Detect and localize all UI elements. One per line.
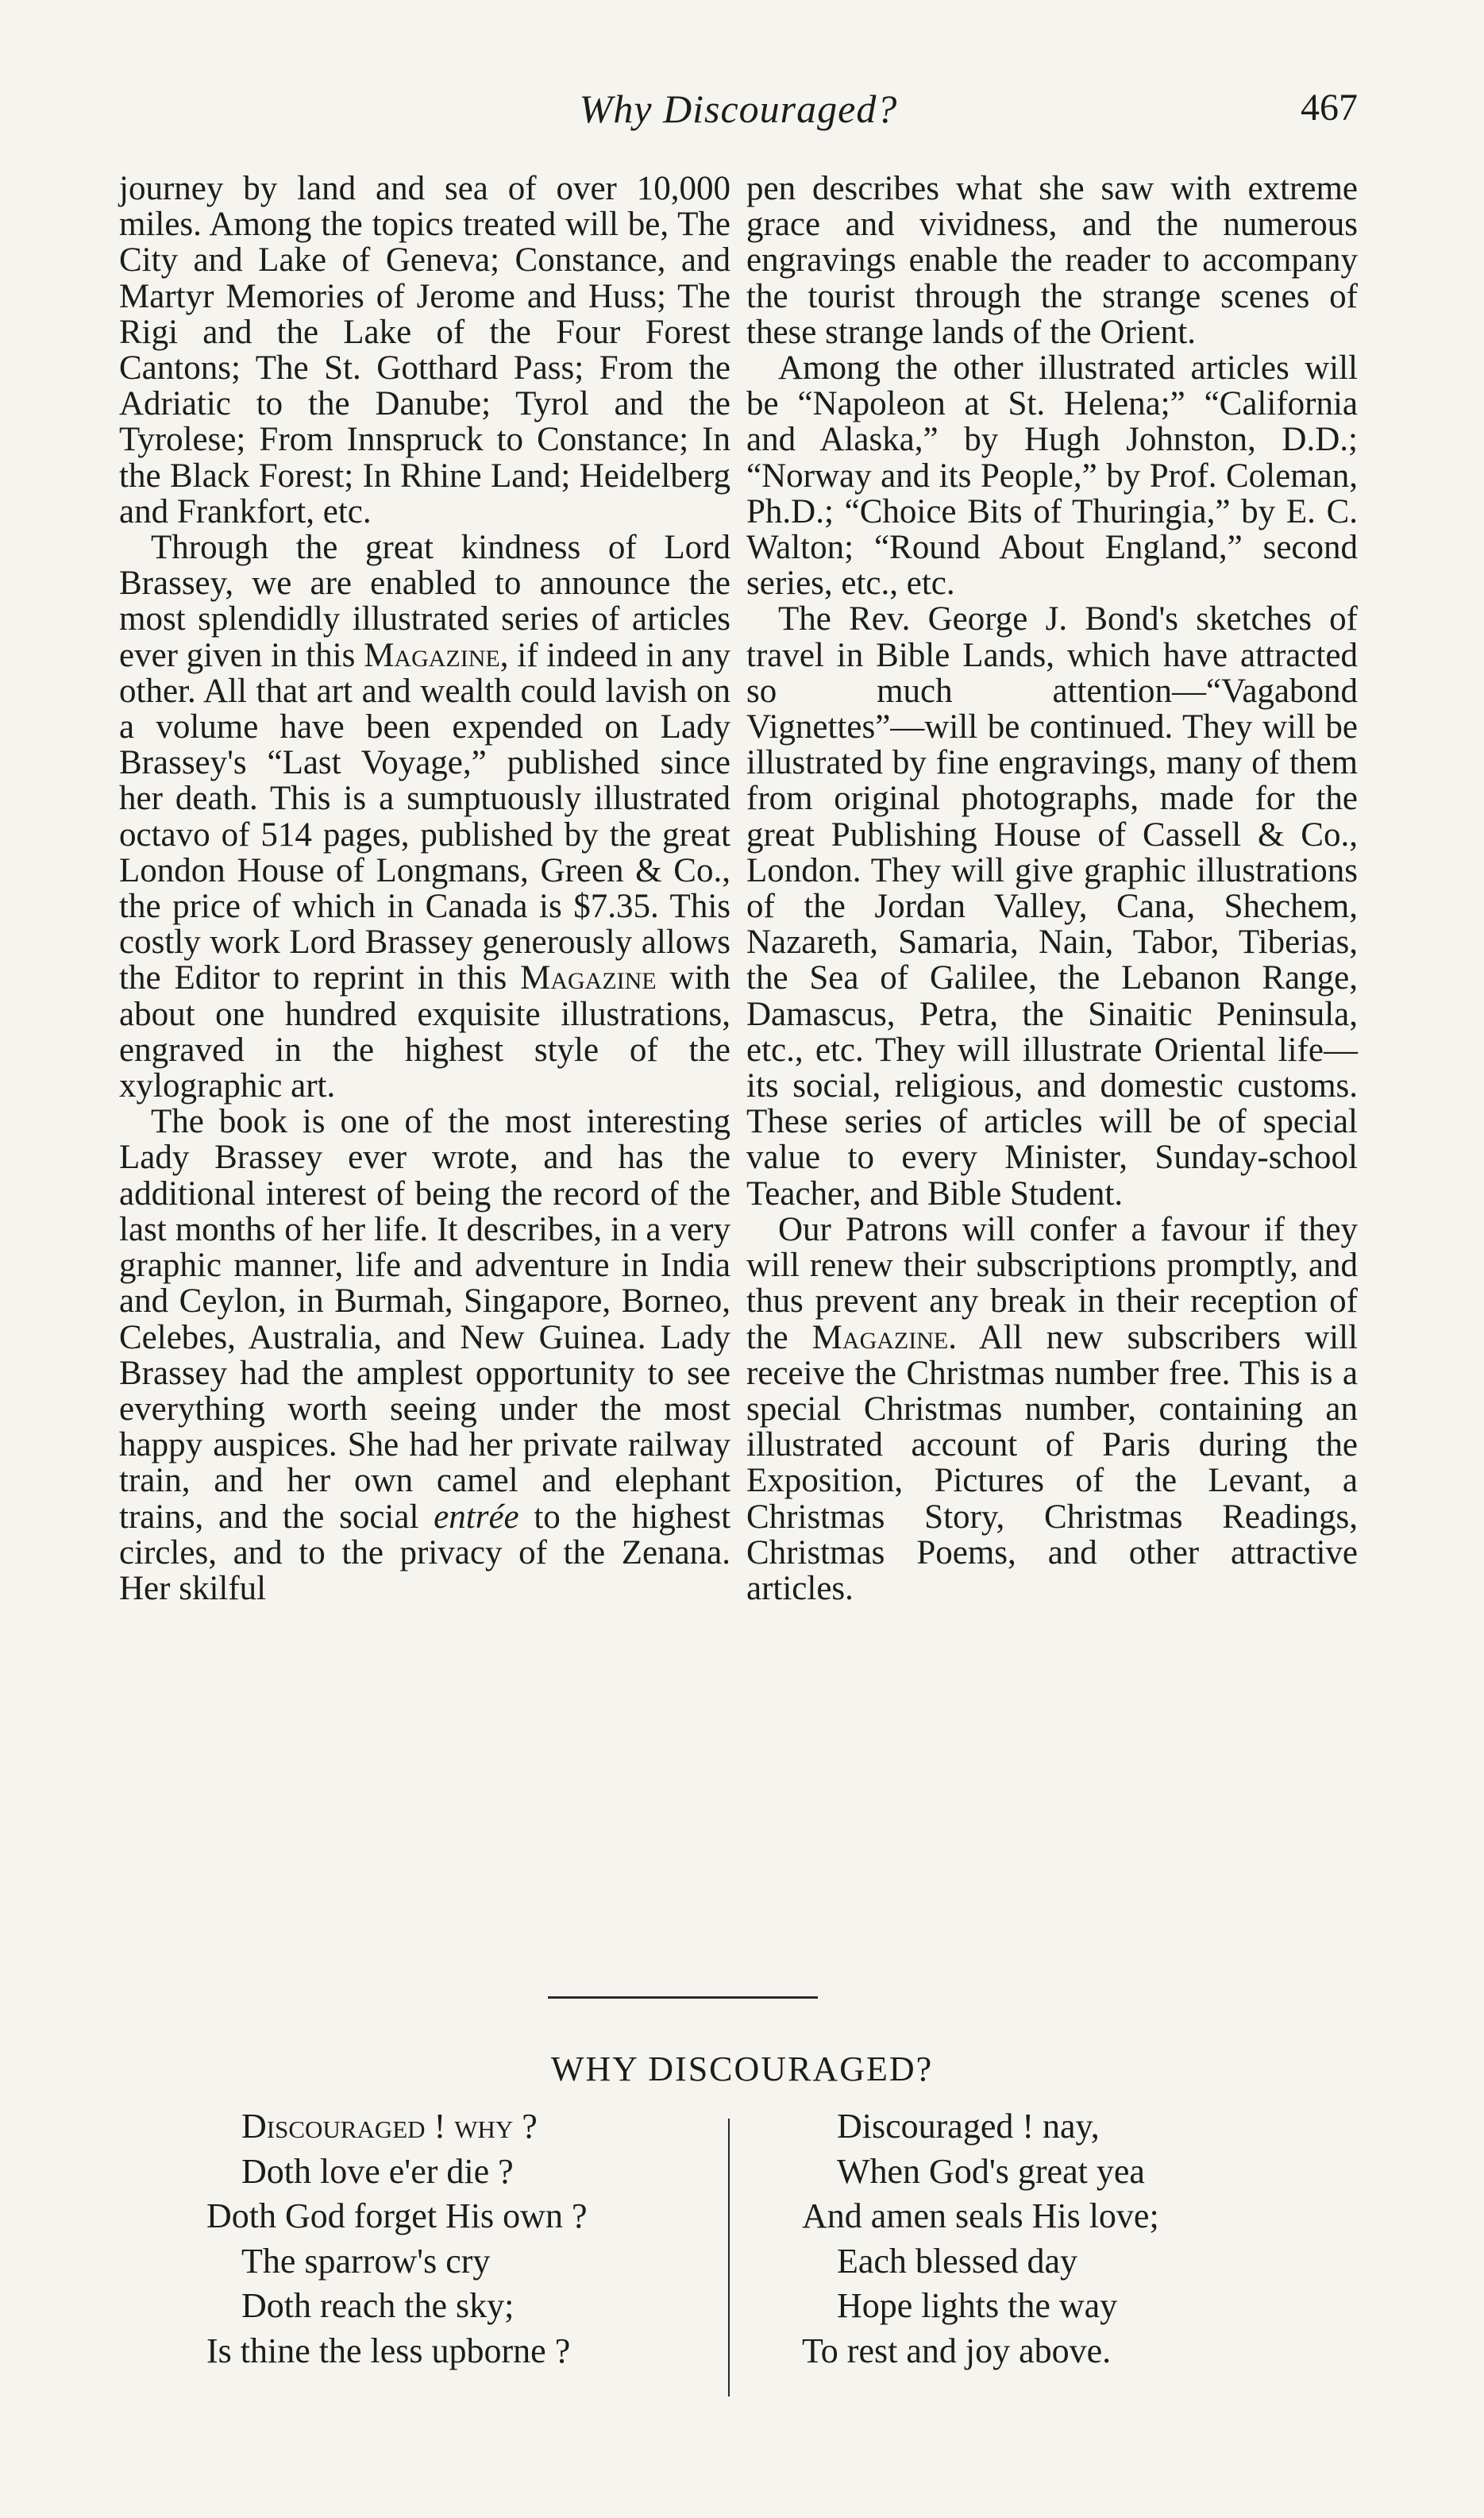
- poem-line: Discouraged ! nay,: [837, 2107, 1100, 2146]
- running-title: Why Discouraged?: [579, 87, 898, 131]
- right-paragraph-2: Among the other illustrated articles will be “Napoleon at St. Helena;” “California and Alaska,” by Hugh Johnston, D.D.; “Norway and its People,” by Prof. Coleman, Ph.D.; “Choice Bits of Thuringia,” by E. C. Walton; “Round About England,” second series, etc., etc.: [746, 349, 1358, 603]
- left-paragraph-3: [119, 1104, 730, 1606]
- right-paragraph-4-text-a: Our Patrons will confer a favour if they will renew their subscriptions promptly, and thus prevent any break in their reception of the: [746, 1210, 1358, 1356]
- poem-line: Doth God forget His own ?: [206, 2196, 588, 2235]
- running-head: [119, 86, 1358, 141]
- left-column: [119, 171, 730, 1606]
- entree-word: entrée: [434, 1498, 519, 1536]
- left-paragraph-3-text-b: to the highest circles, and to the privacy of the Zenana. Her skilful: [119, 1498, 731, 1607]
- right-column: [746, 171, 1358, 1606]
- poem-right-stanza: [802, 2104, 1278, 2373]
- poem-line: Doth love e'er die ?: [241, 2151, 514, 2191]
- right-paragraph-3: The Rev. George J. Bond's sketches of travel in Bible Lands, which have attracted so much attention—“Vagabond Vignettes”—will be continued. They will be illustrated by fine engravings, many of them from original photographs, made for the great Publishing House of Cassell & Co., London. They will give graphic illustrations of the Jordan Valley, Cana, Shechem, Nazareth, Samaria, Nain, Tabor, Tiberias, the Sea of Galilee, the Lebanon Range, Damascus, Petra, the Sinaitic Peninsula, etc., etc. They will illustrate Oriental life—its social, religious, and domestic customs. These series of articles will be of special value to every Minister, Sunday-school Teacher, and Bible Student.: [746, 600, 1358, 1213]
- left-paragraph-3-text-a: The book is one of the most interesting Lady Brassey ever wrote, and has the additional interest of being the record of the last months of her life. It describes, in a very graphic manner, life and adventure in India and Ceylon, in Burmah, Singapore, Borneo, Celebes, Australia, and New Guinea. Lady Brassey had the amplest opportunity to see everything worth seeing under the most happy auspices. She had her private railway train, and her own camel and elephant trains, and the social: [119, 1103, 730, 1536]
- magazine-name: Magazine: [364, 636, 500, 674]
- poem-title: WHY DISCOURAGED?: [550, 2049, 934, 2088]
- left-paragraph-1: journey by land and sea of over 10,000 miles. Among the topics treated will be, The City and Lake of Geneva; Constance, and Martyr Memories of Jerome and Huss; The Rigi and the Lake of the Four Forest Cantons; The St. Gotthard Pass; From the Adriatic to the Danube; Tyrol and the Tyrolese; From Innspruck to Constance; In the Black Forest; In Rhine Land; Heidelberg and Frankfort, etc.: [119, 170, 730, 530]
- right-paragraph-4: [746, 1212, 1358, 1606]
- poem-line: The sparrow's cry: [241, 2241, 491, 2281]
- poem-line: Each blessed day: [837, 2241, 1077, 2281]
- poem-line: To rest and joy above.: [802, 2331, 1112, 2370]
- poem-line: When God's great yea: [837, 2151, 1145, 2191]
- poem-line: Is thine the less upborne ?: [206, 2331, 571, 2370]
- right-paragraph-1: pen describes what she saw with extreme grace and vividness, and the numerous engravings enable the reader to accompany the tourist through the strange scenes of these strange lands of the Orient.: [746, 170, 1358, 351]
- article-columns: [119, 171, 1358, 1938]
- left-paragraph-2: [119, 530, 730, 1104]
- right-paragraph-4-text-b: . All new subscribers will receive the Christmas number free. This is a special Christmas number, containing an illustrated account of Paris during the Exposition, Pictures of the Levant, a Christmas Story, Christmas Readings, Christmas Poems, and other attractive articles.: [746, 1318, 1358, 1607]
- left-paragraph-2-text-b: , if indeed in any other. All that art and wealth could lavish on a volume have been expended on Lady Brassey's “Last Voyage,” published since her death. This is a sumptuously illustrated octavo of 514 pages, published by the great London House of Longmans, Green & Co., the price of which in Canada is $7.35. This costly work Lord Brassey generously allows the Editor to reprint in this: [119, 636, 731, 997]
- poem-line: Doth reach the sky;: [241, 2286, 515, 2325]
- poem-column-divider: [728, 2119, 730, 2397]
- poem-line: Hope lights the way: [837, 2286, 1118, 2325]
- section-divider-rule: [548, 1996, 818, 1999]
- magazine-name: Magazine: [811, 1318, 949, 1356]
- poem-line-text: Discouraged ! why ?: [241, 2107, 538, 2146]
- poem-left-stanza: [206, 2104, 723, 2373]
- poem-line: [206, 2104, 723, 2150]
- page-number: 467: [1301, 87, 1358, 129]
- magazine-name: Magazine: [520, 959, 657, 997]
- left-paragraph-2-text-c: with about one hundred exquisite illustrations, engraved in the highest style of the xylographic art.: [119, 959, 730, 1105]
- left-paragraph-2-text-a: Through the great kindness of Lord Brassey, we are enabled to announce the most splendidly illustrated series of articles ever given in this: [119, 529, 730, 674]
- poem-line: And amen seals His love;: [802, 2196, 1159, 2235]
